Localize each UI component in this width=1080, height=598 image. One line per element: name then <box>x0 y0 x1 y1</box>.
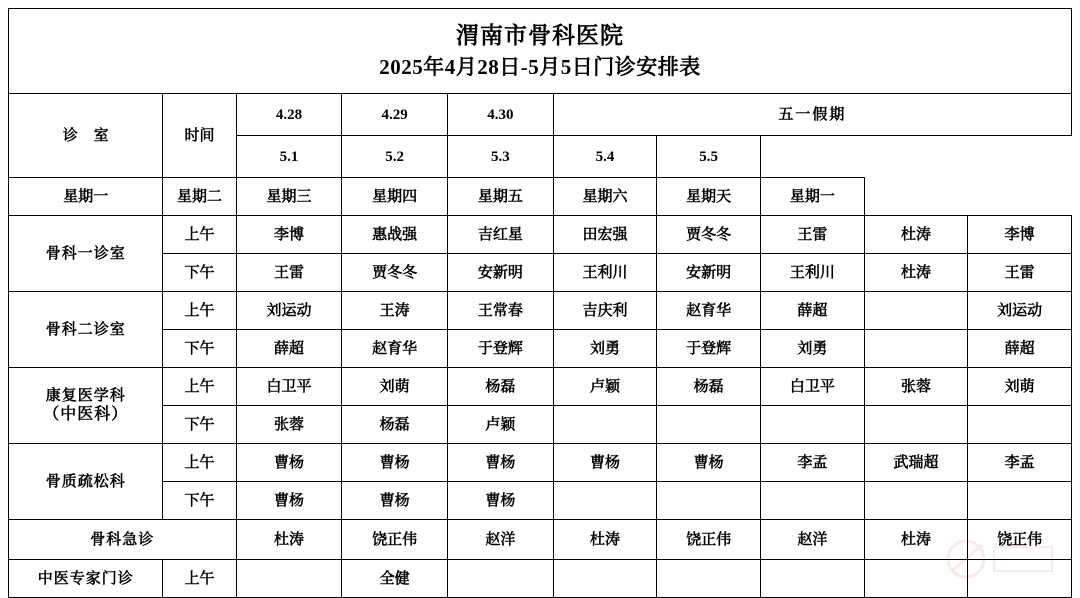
period-afternoon-2: 下午 <box>163 406 236 444</box>
cell-0-afternoon-4: 安新明 <box>657 254 761 292</box>
cell-emergency-5: 赵洋 <box>761 520 865 560</box>
header-date-5: 5.3 <box>448 136 554 178</box>
header-date-3: 5.1 <box>236 136 342 178</box>
schedule-document <box>0 8 1080 595</box>
cell-1-morning-3: 吉庆利 <box>553 292 657 330</box>
cell-1-afternoon-7: 薛超 <box>968 330 1072 368</box>
cell-0-morning-1: 惠战强 <box>342 216 448 254</box>
cell-2-morning-0: 白卫平 <box>236 368 342 406</box>
cell-1-morning-2: 王常春 <box>448 292 554 330</box>
cell-emergency-3: 杜涛 <box>553 520 657 560</box>
cell-2-afternoon-5 <box>761 406 865 444</box>
table-row-room-3: 骨质疏松科 <box>9 444 163 520</box>
cell-3-morning-6: 武瑞超 <box>864 444 968 482</box>
cell-tcm-2 <box>448 560 554 598</box>
cell-2-morning-7: 刘萌 <box>968 368 1072 406</box>
cell-0-afternoon-7: 王雷 <box>968 254 1072 292</box>
cell-1-morning-1: 王涛 <box>342 292 448 330</box>
period-morning-1: 上午 <box>163 292 236 330</box>
cell-0-afternoon-2: 安新明 <box>448 254 554 292</box>
header-holiday-group: 五一假期 <box>553 94 1071 136</box>
header-weekday-6: 星期天 <box>657 178 761 216</box>
cell-0-morning-3: 田宏强 <box>553 216 657 254</box>
cell-2-afternoon-4 <box>657 406 761 444</box>
table-row-room-1: 骨科二诊室 <box>9 292 163 368</box>
cell-3-afternoon-5 <box>761 482 865 520</box>
cell-2-morning-6: 张蓉 <box>864 368 968 406</box>
header-weekday-5: 星期六 <box>553 178 657 216</box>
cell-3-morning-4: 曹杨 <box>657 444 761 482</box>
cell-1-morning-5: 薛超 <box>761 292 865 330</box>
cell-2-afternoon-3 <box>553 406 657 444</box>
cell-1-afternoon-4: 于登辉 <box>657 330 761 368</box>
cell-0-morning-2: 吉红星 <box>448 216 554 254</box>
cell-3-morning-0: 曹杨 <box>236 444 342 482</box>
cell-emergency-0: 杜涛 <box>236 520 342 560</box>
cell-2-morning-5: 白卫平 <box>761 368 865 406</box>
period-afternoon-3: 下午 <box>163 482 236 520</box>
cell-emergency-1: 饶正伟 <box>342 520 448 560</box>
cell-2-morning-3: 卢颖 <box>553 368 657 406</box>
header-time-label: 时间 <box>163 94 236 178</box>
header-date-0: 4.28 <box>236 94 342 136</box>
cell-3-morning-1: 曹杨 <box>342 444 448 482</box>
cell-1-morning-6 <box>864 292 968 330</box>
cell-emergency-2: 赵洋 <box>448 520 554 560</box>
header-weekday-0: 星期一 <box>9 178 163 216</box>
cell-1-afternoon-1: 赵育华 <box>342 330 448 368</box>
cell-2-afternoon-2: 卢颖 <box>448 406 554 444</box>
cell-0-afternoon-5: 王利川 <box>761 254 865 292</box>
cell-3-morning-7: 李孟 <box>968 444 1072 482</box>
cell-tcm-7 <box>968 560 1072 598</box>
header-weekday-3: 星期四 <box>342 178 448 216</box>
header-weekday-7: 星期一 <box>761 178 865 216</box>
cell-3-morning-5: 李孟 <box>761 444 865 482</box>
cell-tcm-4 <box>657 560 761 598</box>
cell-0-afternoon-3: 王利川 <box>553 254 657 292</box>
header-weekday-1: 星期二 <box>163 178 236 216</box>
period-morning-2: 上午 <box>163 368 236 406</box>
header-weekday-2: 星期三 <box>236 178 342 216</box>
cell-1-afternoon-0: 薛超 <box>236 330 342 368</box>
cell-0-afternoon-6: 杜涛 <box>864 254 968 292</box>
cell-3-morning-2: 曹杨 <box>448 444 554 482</box>
cell-3-afternoon-2: 曹杨 <box>448 482 554 520</box>
header-date-4: 5.2 <box>342 136 448 178</box>
header-date-1: 4.29 <box>342 94 448 136</box>
cell-emergency-6: 杜涛 <box>864 520 968 560</box>
period-afternoon-0: 下午 <box>163 254 236 292</box>
cell-1-morning-7: 刘运动 <box>968 292 1072 330</box>
cell-3-afternoon-7 <box>968 482 1072 520</box>
period-morning-3: 上午 <box>163 444 236 482</box>
cell-0-morning-5: 王雷 <box>761 216 865 254</box>
cell-2-morning-1: 刘萌 <box>342 368 448 406</box>
cell-1-afternoon-2: 于登辉 <box>448 330 554 368</box>
cell-tcm-3 <box>553 560 657 598</box>
table-row-room-0: 骨科一诊室 <box>9 216 163 292</box>
cell-1-morning-0: 刘运动 <box>236 292 342 330</box>
cell-1-afternoon-6 <box>864 330 968 368</box>
cell-2-afternoon-1: 杨磊 <box>342 406 448 444</box>
cell-3-afternoon-1: 曹杨 <box>342 482 448 520</box>
cell-3-afternoon-4 <box>657 482 761 520</box>
cell-2-morning-2: 杨磊 <box>448 368 554 406</box>
title-line-1: 渭南市骨科医院 <box>456 23 624 49</box>
cell-tcm-6 <box>864 560 968 598</box>
cell-3-afternoon-0: 曹杨 <box>236 482 342 520</box>
cell-1-morning-4: 赵育华 <box>657 292 761 330</box>
cell-0-morning-0: 李博 <box>236 216 342 254</box>
header-room-label: 诊 室 <box>9 94 163 178</box>
table-row-room-2 <box>9 368 163 444</box>
cell-0-morning-4: 贾冬冬 <box>657 216 761 254</box>
table-row-room-emergency: 骨科急诊 <box>9 520 237 560</box>
period-morning-0: 上午 <box>163 216 236 254</box>
room-label-2: 康复医学科 <box>45 387 126 404</box>
cell-0-morning-6: 杜涛 <box>864 216 968 254</box>
header-date-6: 5.4 <box>553 136 657 178</box>
period-morning-tcm: 上午 <box>163 560 236 598</box>
cell-tcm-5 <box>761 560 865 598</box>
header-date-7: 5.5 <box>657 136 761 178</box>
cell-3-morning-3: 曹杨 <box>553 444 657 482</box>
cell-2-morning-4: 杨磊 <box>657 368 761 406</box>
table-row-room-tcm: 中医专家门诊 <box>9 560 163 598</box>
room-sublabel-2: （中医科） <box>43 405 129 423</box>
period-afternoon-1: 下午 <box>163 330 236 368</box>
cell-emergency-4: 饶正伟 <box>657 520 761 560</box>
cell-0-afternoon-0: 王雷 <box>236 254 342 292</box>
cell-1-afternoon-3: 刘勇 <box>553 330 657 368</box>
title-line-2: 2025年4月28日-5月5日门诊安排表 <box>379 55 701 80</box>
cell-0-afternoon-1: 贾冬冬 <box>342 254 448 292</box>
cell-2-afternoon-0: 张蓉 <box>236 406 342 444</box>
cell-0-morning-7: 李博 <box>968 216 1072 254</box>
cell-3-afternoon-6 <box>864 482 968 520</box>
cell-tcm-1: 全健 <box>342 560 448 598</box>
cell-2-afternoon-6 <box>864 406 968 444</box>
outpatient-schedule-table <box>8 8 1072 598</box>
header-weekday-4: 星期五 <box>448 178 554 216</box>
header-date-2: 4.30 <box>448 94 554 136</box>
cell-2-afternoon-7 <box>968 406 1072 444</box>
cell-3-afternoon-3 <box>553 482 657 520</box>
cell-1-afternoon-5: 刘勇 <box>761 330 865 368</box>
cell-emergency-7: 饶正伟 <box>968 520 1072 560</box>
cell-tcm-0 <box>236 560 342 598</box>
document-title <box>9 9 1072 94</box>
